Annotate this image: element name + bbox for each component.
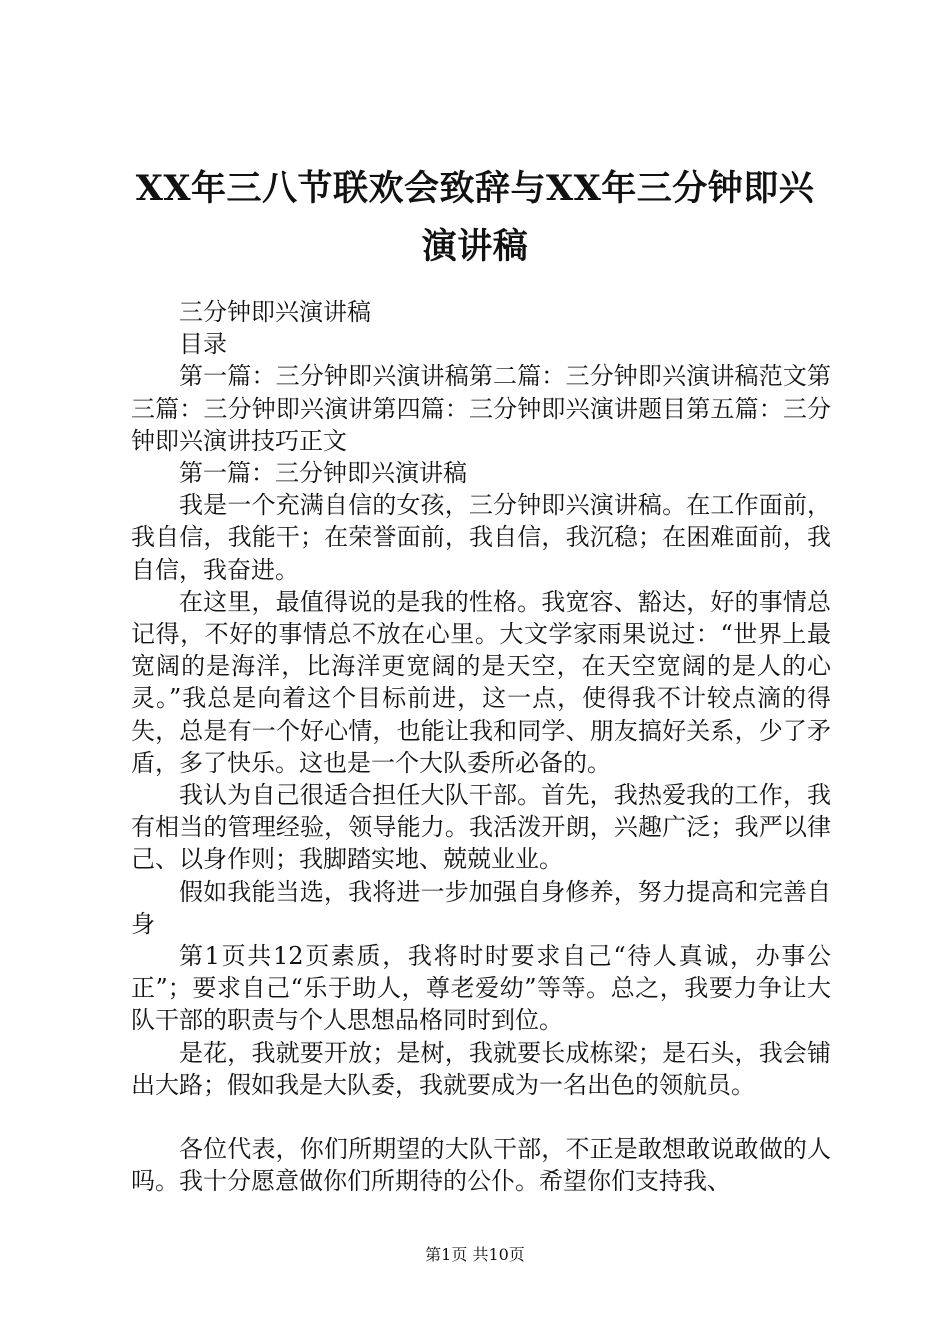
paragraph-closing: 各位代表，你们所期望的大队干部，不正是敢想敢说敢做的人吗。我十分愿意做你们所期待的公仆。希望你们支持我、 — [131, 1135, 831, 1196]
paragraph-personality: 在这里，最值得说的是我的性格。我宽容、豁达，好的事情总记得，不好的事情总不放在心里。大文学家雨果说过：“世界上最宽阔的是海洋，比海洋更宽阔的是天空，在天空宽阔的是人的心灵。”我总是向着这个目标前进，这一点，使得我不计较点滴的得失，总是有一个好心情，也能让我和同学、朋友搞好关系，少了矛盾，多了快乐。这也是一个大队委所必备的。 — [131, 587, 831, 777]
document-body — [131, 296, 831, 1197]
paragraph-gap — [131, 1101, 831, 1133]
paragraph-suitability: 我认为自己很适合担任大队干部。首先，我热爱我的工作，我有相当的管理经验，领导能力。我活泼开朗，兴趣广泛；我严以律己、以身作则；我脚踏实地、兢兢业业。 — [131, 781, 831, 874]
paragraph-section-title: 第一篇：三分钟即兴演讲稿 — [179, 459, 467, 488]
paragraph-heading: 三分钟即兴演讲稿 — [179, 298, 371, 326]
paragraph-toc-label: 目录 — [179, 330, 227, 359]
paragraph-confidence: 我是一个充满自信的女孩，三分钟即兴演讲稿。在工作面前，我自信，我能干；在荣誉面前，我自信，我沉稳；在困难面前，我自信，我奋进。 — [131, 491, 831, 584]
paragraph-if-elected: 假如我能当选，我将进一步加强自身修养，努力提高和完善自身 — [131, 877, 831, 938]
paragraph-quality: 第1页共12页素质，我将时时要求自己“待人真诚，办事公正”；要求自己“乐于助人，尊老爱幼”等等。总之，我要力争让大队干部的职责与个人思想品格同时到位。 — [131, 942, 831, 1035]
document-title: XX年三八节联欢会致辞与XX年三分钟即兴演讲稿 — [135, 168, 815, 267]
paragraph-toc: 第一篇：三分钟即兴演讲稿第二篇：三分钟即兴演讲稿范文第三篇：三分钟即兴演讲第四篇：三分钟即兴演讲题目第五篇：三分钟即兴演讲技巧正文 — [131, 362, 831, 455]
paragraph-metaphor: 是花，我就要开放；是树，我就要长成栋梁；是石头，我会铺出大路；假如我是大队委，我就要成为一名出色的领航员。 — [131, 1038, 831, 1099]
page-footer: 第1页 共10页 — [425, 1245, 525, 1264]
